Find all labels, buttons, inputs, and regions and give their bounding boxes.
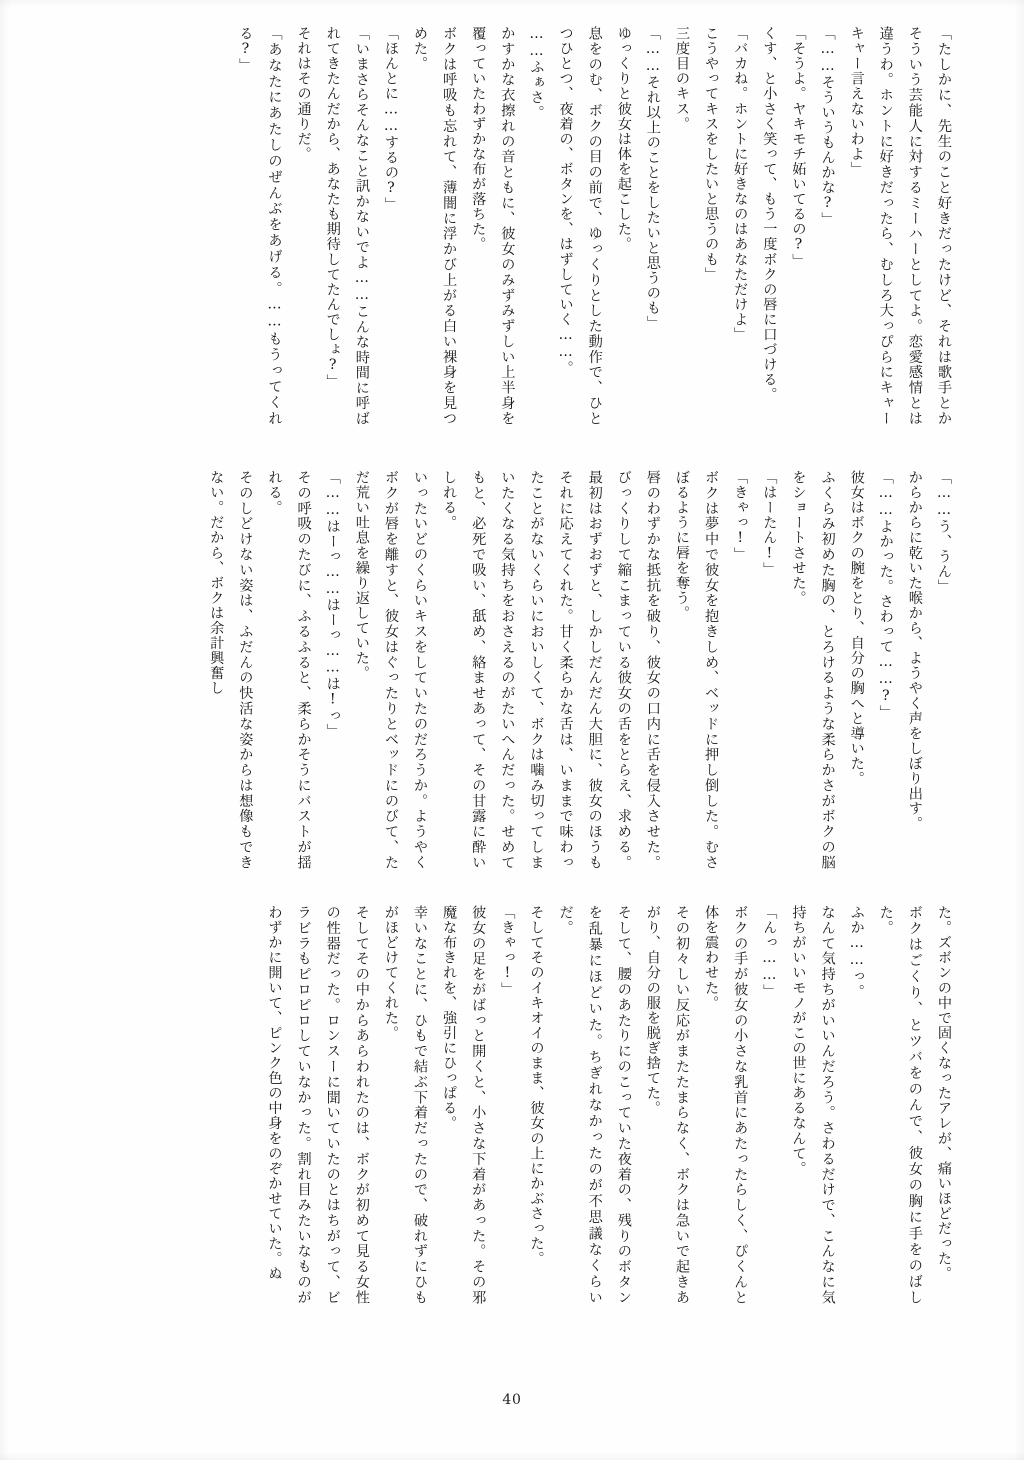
paragraph: 「……そういうもんかな?」 <box>819 26 836 228</box>
paragraph: そしてそのイキオイのまま、彼女の上にかぶさった。 <box>528 905 545 1267</box>
paragraph: 「そうよ。ヤキモチ妬いてるの?」 <box>790 26 807 269</box>
paragraph: 「あなたにあたしのぜんぶをあげる。……もうってくれる?」 <box>237 26 283 426</box>
paragraph: 「バカね。ホントに好きなのはあなただけよ」 <box>732 26 749 343</box>
paragraph: 「……う、うん」 <box>936 470 952 595</box>
paragraph: 「いまさらそんなこと訊かないでよ……こんな時間に呼ばれてきたんだから、あなたも期待してたんでしょ?」 <box>324 26 370 426</box>
paragraph: ゆっくりと彼女は体を起こした。 <box>615 26 632 252</box>
paragraph: ……ふぁさ。 <box>528 26 545 120</box>
paragraph: 唇のわずかな抵抗を破り、彼女の口内に舌を侵入させた。びっくりして縮こまっている彼女の舌をとらえ、求める。最初はおずおずと、しかしだんだん大胆に、彼女のほうもそれに応えてくれた。甘く柔らかな舌は、いままで味わったことがないくらいにおいしくて、ボクは噛み切ってしまいたくなる気持ちをおさえるのがたいへんだった。せめてもと、必死で吸い、舐め、絡ませあって、その甘露に酔いしれる。 <box>441 470 661 870</box>
paragraph: た。ズボンの中で固くなったアレが、痛いほどだった。 <box>936 905 952 1282</box>
paragraph: 三度目のキス。 <box>674 26 691 132</box>
paragraph: それはその通りだ。 <box>295 26 312 162</box>
paragraph: 彼女はボクの腕をとり、自分の胸へと導いた。 <box>848 470 865 787</box>
paragraph: そして、腰のあたりにのこっていた夜着の、残りのボタンを乱暴にほどいた。ちぎれなかったのが不思議なくらいだ。 <box>557 905 632 1305</box>
paragraph: 息をのむ、ボクの目の前で、ゆっくりとした動作で、ひとつひとつ、夜着の、ボタンを、はずしていく……。 <box>557 26 603 426</box>
text-band-bottom <box>259 905 958 1305</box>
paragraph: いったいどのくらいキスをしていたのだろうか。ようやくボクが唇を離すと、彼女はぐったりとベッドにのびて、ただ荒い吐息を繰り返していた。 <box>353 470 429 870</box>
paragraph: ボクの手が彼女の小さな乳首にあたったらしく、ぴくんと体を震わせた。 <box>703 905 749 1305</box>
paragraph: そのしどけない姿は、ふだんの快活な姿からは想像もできない。だから、ボクは余計興奮し <box>208 470 254 870</box>
paragraph: 「……それ以上のことをしたいと思うのも」 <box>644 26 661 331</box>
paragraph: そしてその中からあらわれたのは、ボクが初めて見る女性の性器だった。ロンスーに聞いていたのとはちがって、ビラビラもピロピロしていなかった。割れ目みたいなものがわずかに開いて、ピンク色の中身をのぞかせていた。ぬ <box>266 905 370 1305</box>
paragraph: 「んっ……」 <box>761 905 778 999</box>
paragraph: ふか……っ。 <box>848 905 865 999</box>
paragraph: 「……はーっ……はーっ……は!っ」 <box>324 470 341 739</box>
paragraph: 彼女の足をがばっと開くと、小さな下着があった。その邪魔な布きれを、強引にひっぱる。 <box>441 905 487 1305</box>
paragraph: こうやってキスをしたいと思うのも」 <box>703 26 720 282</box>
page-edge-shading-left <box>0 0 10 1460</box>
paragraph: その呼吸のたびに、ふるふると、柔らかそうにバストが揺れる。 <box>266 470 312 870</box>
text-band-top <box>230 26 958 426</box>
paragraph: なんて気持ちがいいんだろう。さわるだけで、こんなに気持ちがいいモノがこの世にあるなんて。 <box>790 905 836 1305</box>
paragraph: 「ほんとに……するの?」 <box>382 26 399 213</box>
paragraph: ボクはごくり、とツバをのんで、彼女の胸に手をのばした。 <box>877 905 923 1305</box>
paragraph: 「たしかに、先生のこと好きだったけど、それは歌手とかそういう芸能人に対するミーハーとしてよ。恋愛感情とは違うわ。ホントに好きだったら、むしろ大っぴらにキャーキャー言えないわよ」 <box>848 26 952 426</box>
text-band-middle <box>201 470 958 870</box>
paragraph: その初々しい反応がまたたまらなく、ボクは急いで起きあがり、自分の服を脱ぎ捨てた。 <box>644 905 691 1305</box>
paragraph: 幸いなことに、ひもで結ぶ下着だったので、破れずにひもがほどけてくれた。 <box>382 905 429 1305</box>
paragraph: くす、と小さく笑って、もう一度ボクの唇に口づける。 <box>761 26 778 403</box>
paragraph: ふくらみ初めた胸の、とろけるような柔らかさがボクの脳をショートさせた。 <box>790 470 836 870</box>
paragraph: ボクは呼吸も忘れて、薄闇に浮かび上がる白い裸身を見つめた。 <box>412 26 458 426</box>
paragraph: ボクは夢中で彼女を抱きしめ、ベッドに押し倒した。むさぼるように唇を奪う。 <box>674 470 720 870</box>
page-edge-shading-top <box>0 0 1024 8</box>
paragraph: 「きゃっ!」 <box>499 905 516 998</box>
page-edge-shading-bottom <box>0 1452 1024 1460</box>
paragraph: かすかな衣擦れの音ともに、彼女のみずみずしい上半身を覆っていたわずかな布が落ちた。 <box>470 26 516 426</box>
paragraph: 「はーたん!」 <box>761 470 778 578</box>
page-number: 40 <box>502 1392 522 1408</box>
paragraph: からからに乾いた喉から、ようやく声をしぼり出す。 <box>906 470 923 832</box>
paragraph: 「きゃっ!」 <box>732 470 749 563</box>
paragraph: 「……よかった。さわって……?」 <box>877 470 894 720</box>
page-edge-shading-right <box>1014 0 1024 1460</box>
